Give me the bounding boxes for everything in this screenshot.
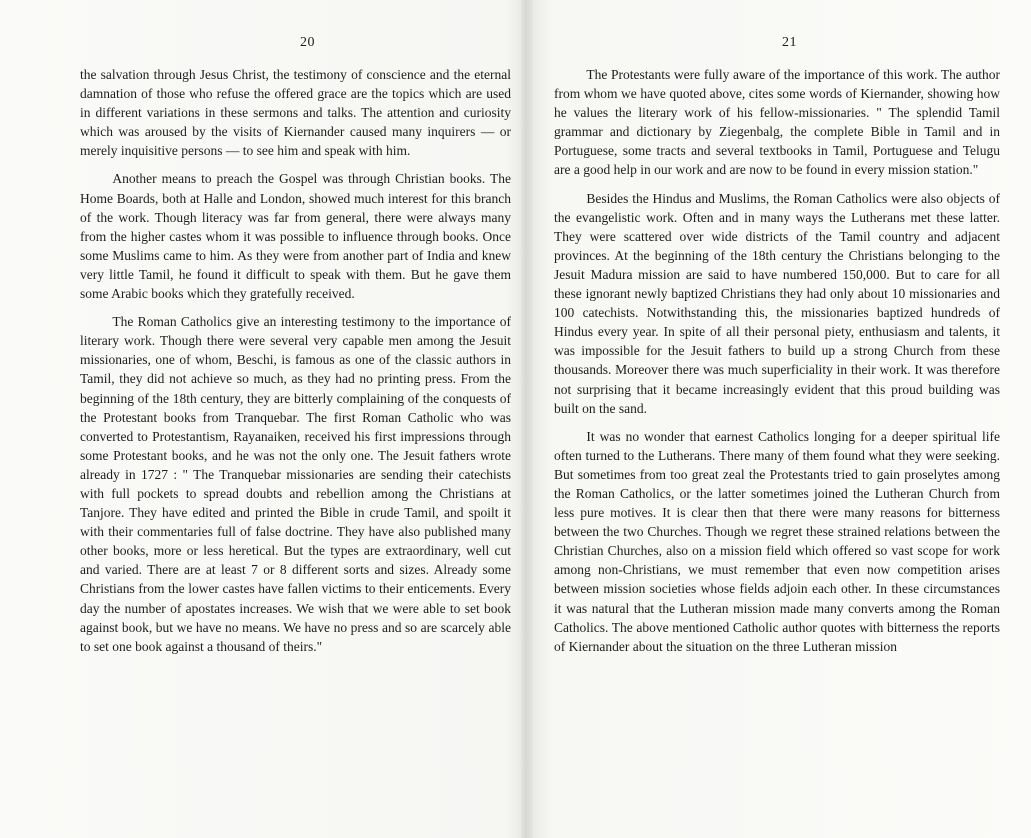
- right-page-body: [554, 65, 1000, 665]
- left-paragraph-1: the salvation through Jesus Christ, the testimony of conscience and the eternal damnation of those who refuse the offered grace are the topics which are used in different variations in these sermons and talks. The attention and curiosity which was aroused by the visits of Kiernander caused many inquirers — or merely inquisitive persons — to see him and speak with him.: [80, 67, 511, 159]
- right-paragraph-3: It was no wonder that earnest Catholics longing for a deeper spiritual life often turned to the Lutherans. There many of them found what they were seeking. But sometimes from too great zeal the Protestants tried to gain proselytes among the Roman Catholics, or the latter sometimes joined the Lutheran Church from less pure motives. It is clear then that there were many reasons for bitterness between the two Churches. Though we regret these strained relations between the Christian Churches, also on a mission field which offered so vast scope for work among non-Christians, we must remember that even now competition arises between mission societies whose fields adjoin each other. In these circumstances it was natural that the Lutheran mission made many converts among the Roman Catholics. The above mentioned Catholic author quotes with bitterness the reports of Kiernander about the situation on the three Lutheran mission: [554, 428, 1000, 654]
- right-page: [528, 0, 1031, 838]
- left-paragraph-3: The Roman Catholics give an interesting testimony to the importance of literary work. Though there were several very capable men among the Jesuit missionaries, one of whom, Beschi, is famous as one of the classic authors in Tamil, they did not achieve so much, as they had no printing press. From the beginning of the 18th century, they are bitterly complaining of the conquests of the Protestant books from Tranquebar. The first Roman Catholic who was converted to Protestantism, Rayanaiken, received his first impressions through some Protestant books, and he was not the only one. The Jesuit fathers wrote already in 1727 : " The Tranquebar missionaries are sending their catechists with full pockets to spread doubts and rebellion among the Christians at Tanjore. They have edited and printed the Bible in crude Tamil, and spoilt it with their commentaries full of false doctrine. They have also published many other books, more or less heretical. But the types are extraordinary, well cut and varied. There are at least 7 or 8 different sorts and sizes. Already some Christians from the lower castes have fallen victims to their enticements. Every day the number of apostates increases. We wish that we were able to set book against book, but we have no means. We have no press and so are scarcely able to set one book against a thousand of theirs.": [80, 314, 511, 654]
- left-paragraph-2: Another means to preach the Gospel was through Christian books. The Home Boards, both at Halle and London, showed much interest for this branch of the work. Though literacy was far from general, there were always many from the higher castes whom it was possible to influence through books. Once some Muslims came to him. As they were from another part of India and knew very little Tamil, he found it difficult to speak with them. But he gave them some Arabic books which they gratefully received.: [80, 171, 511, 302]
- left-page-number: 20: [300, 35, 315, 50]
- right-paragraph-1: The Protestants were fully aware of the importance of this work. The author from whom we have quoted above, cites some words of Kiernander, showing how he values the literary work of his fellow-missionaries. " The splendid Tamil grammar and dictionary by Ziegenbalg, the complete Bible in Tamil and in Portuguese, some tracts and several textbooks in Tamil, Portuguese and Telugu are a good help in our work and are now to be found in every mission station.": [554, 67, 1000, 178]
- right-paragraph-2: Besides the Hindus and Muslims, the Roman Catholics were also objects of the evangelistic work. Often and in many ways the Lutherans met these latter. They were scattered over wide districts of the Tamil country and adjacent provinces. At the beginning of the 18th century the Christians belonging to the Jesuit Madura mission are said to have numbered 150,000. But to care for all these ignorant newly baptized Christians they had only about 10 missionaries and 100 catechists. Notwithstanding this, the missionaries baptized hundreds of Hindus every year. In spite of all their personal piety, enthusiasm and talents, it was impossible for the Jesuit fathers to build up a strong Church from these thousands. Moreover there was much superficiality in their work. It was therefore not surprising that it became increasingly evident that this proud building was built on the sand.: [554, 190, 1000, 416]
- right-page-number: 21: [782, 35, 797, 50]
- left-page-body: [80, 65, 511, 665]
